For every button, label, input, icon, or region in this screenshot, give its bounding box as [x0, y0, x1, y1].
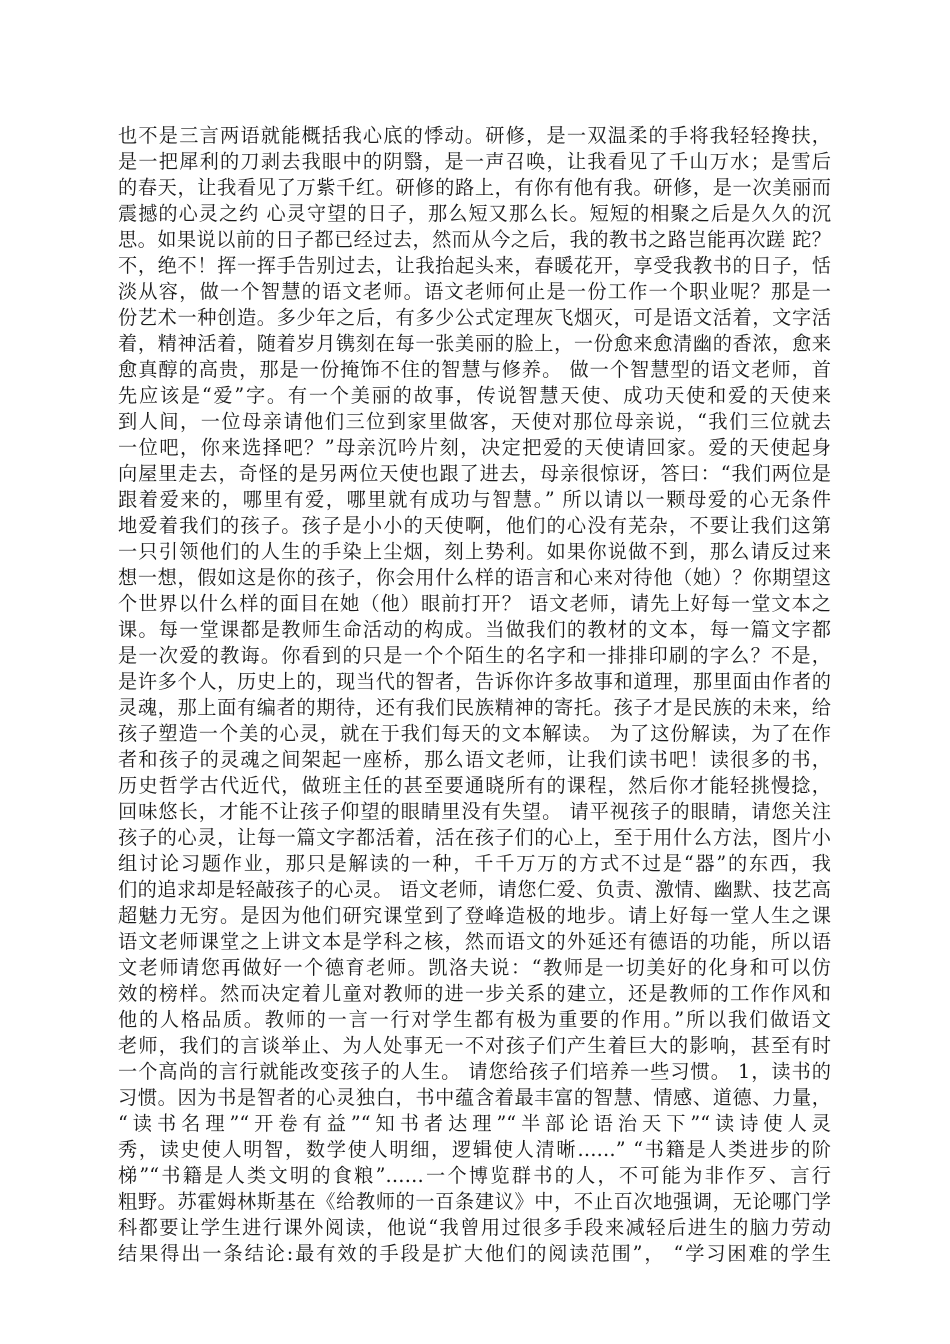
- text-line: 个世界以什么样的面目在她（他）眼前打开？ 语文老师，请先上好每一堂文本之: [118, 592, 831, 615]
- text-line: 科都要让学生进行课外阅读，他说“我曾用过很多手段来减轻后进生的脑力劳动: [118, 1216, 831, 1239]
- text-line: 一位吧，你来选择吧？”母亲沉吟片刻，决定把爱的天使请回家。爱的天使起身: [118, 436, 831, 459]
- text-line: 超魅力无穷。是因为他们研究课堂到了登峰造极的地步。请上好每一堂人生之课: [118, 904, 831, 927]
- text-line: 是许多个人，历史上的，现当代的智者，告诉你许多故事和道理，那里面由作者的: [118, 670, 831, 693]
- text-line: “读书名理”“开卷有益”“知书者达理”“半部论语治天下”“读诗使人灵: [118, 1112, 831, 1135]
- text-line: 是一把犀利的刀剥去我眼中的阴翳，是一声召唤，让我看见了千山万水；是雪后: [118, 150, 831, 173]
- text-line: 效的榜样。然而决定着儿童对教师的进一步关系的建立，还是教师的工作作风和: [118, 982, 831, 1005]
- text-line: 孩子塑造一个美的心灵，就在于我们每天的文本解读。 为了这份解读，为了在作: [118, 722, 831, 745]
- body-text: [118, 123, 831, 1267]
- text-line: 不，绝不！挥一挥手告别过去，让我抬起头来，春暖花开，享受我教书的日子，恬: [118, 254, 831, 277]
- text-line: 淡从容，做一个智慧的语文老师。语文老师何止是一份工作一个职业呢？那是一: [118, 280, 831, 303]
- text-line: 语文老师课堂之上讲文本是学科之核，然而语文的外延还有德语的功能，所以语: [118, 930, 831, 953]
- text-line: 震撼的心灵之约 心灵守望的日子，那么短又那么长。短短的相聚之后是久久的沉: [118, 202, 831, 225]
- text-line: 梯”“书籍是人类文明的食粮”……一个博览群书的人，不可能为非作歹、言行: [118, 1164, 831, 1187]
- text-line: 想一想，假如这是你的孩子，你会用什么样的语言和心来对待他（她）？你期望这: [118, 566, 831, 589]
- text-line: 也不是三言两语就能概括我心底的悸动。研修，是一双温柔的手将我轻轻搀扶，: [118, 124, 831, 147]
- text-line: 一只引领他们的人生的手染上尘烟，刻上势利。如果你说做不到，那么请反过来: [118, 540, 831, 563]
- text-line: 着，精神活着，随着岁月镌刻在每一张美丽的脸上，一份愈来愈清幽的香浓，愈来: [118, 332, 831, 355]
- text-line: 一个高尚的言行就能改变孩子的人生。 请您给孩子们培养一些习惯。 1，读书的: [118, 1060, 831, 1083]
- text-line: 份艺术一种创造。多少年之后，有多少公式定理灰飞烟灭，可是语文活着，文字活: [118, 306, 831, 329]
- text-line: 课。每一堂课都是教师生命活动的构成。当做我们的教材的文本，每一篇文字都: [118, 618, 831, 641]
- text-line: 先应该是“爱”字。有一个美丽的故事，传说智慧天使、成功天使和爱的天使来: [118, 384, 831, 407]
- text-line: 粗野。苏霍姆林斯基在《给教师的一百条建议》中，不止百次地强调，无论哪门学: [118, 1190, 831, 1213]
- text-line: 地爱着我们的孩子。孩子是小小的天使啊，他们的心没有芜杂，不要让我们这第: [118, 514, 831, 537]
- text-line: 秀，读史使人明智，数学使人明细，逻辑使人清晰……” “书籍是人类进步的阶: [118, 1138, 831, 1161]
- text-line: 孩子的心灵，让每一篇文字都活着，活在孩子们的心上，至于用什么方法，图片小: [118, 826, 831, 849]
- text-line: 习惯。因为书是智者的心灵独白，书中蕴含着最丰富的智慧、情感、道德、力量，: [118, 1086, 831, 1109]
- text-line: 灵魂，那上面有编者的期待，还有我们民族精神的寄托。孩子才是民族的未来，给: [118, 696, 831, 719]
- text-line: 历史哲学古代近代，做班主任的甚至要通晓所有的课程，然后你才能轻挑慢捻，: [118, 774, 831, 797]
- text-line: 思。如果说以前的日子都已经过去，然而从今之后，我的教书之路岂能再次蹉 跎？: [118, 228, 831, 251]
- text-line: 们的追求却是轻敲孩子的心灵。 语文老师，请您仁爱、负责、激情、幽默、技艺高: [118, 878, 831, 901]
- text-line: 组讨论习题作业，那只是解读的一种，千千万万的方式不过是“器”的东西，我: [118, 852, 831, 875]
- text-line: 他的人格品质。教师的一言一行对学生都有极为重要的作用。”所以我们做语文: [118, 1008, 831, 1031]
- text-line: 文老师请您再做好一个德育老师。凯洛夫说：“教师是一切美好的化身和可以仿: [118, 956, 831, 979]
- text-line: 是一次爱的教诲。你看到的只是一个个陌生的名字和一排排印刷的字么？不是，: [118, 644, 831, 667]
- text-line: 结果得出一条结论:最有效的手段是扩大他们的阅读范围”， “学习困难的学生: [118, 1242, 831, 1265]
- text-line: 向屋里走去，奇怪的是另两位天使也跟了进去，母亲很惊讶，答曰：“我们两位是: [118, 462, 831, 485]
- text-line: 的春天，让我看见了万紫千红。研修的路上，有你有他有我。研修，是一次美丽而: [118, 176, 831, 199]
- text-line: 者和孩子的灵魂之间架起一座桥，那么语文老师，让我们读书吧！读很多的书，: [118, 748, 831, 771]
- text-line: 到人间，一位母亲请他们三位到家里做客，天使对那位母亲说，“我们三位就去: [118, 410, 831, 433]
- text-line: 老师，我们的言谈举止、为人处事无一不对孩子们产生着巨大的影响，甚至有时: [118, 1034, 831, 1057]
- text-line: 回味悠长，才能不让孩子仰望的眼睛里没有失望。 请平视孩子的眼睛，请您关注: [118, 800, 831, 823]
- text-line: 跟着爱来的，哪里有爱，哪里就有成功与智慧。” 所以请以一颗母爱的心无条件: [118, 488, 831, 511]
- text-line: 愈真醇的高贵，那是一份掩饰不住的智慧与修养。 做一个智慧型的语文老师，首: [118, 358, 831, 381]
